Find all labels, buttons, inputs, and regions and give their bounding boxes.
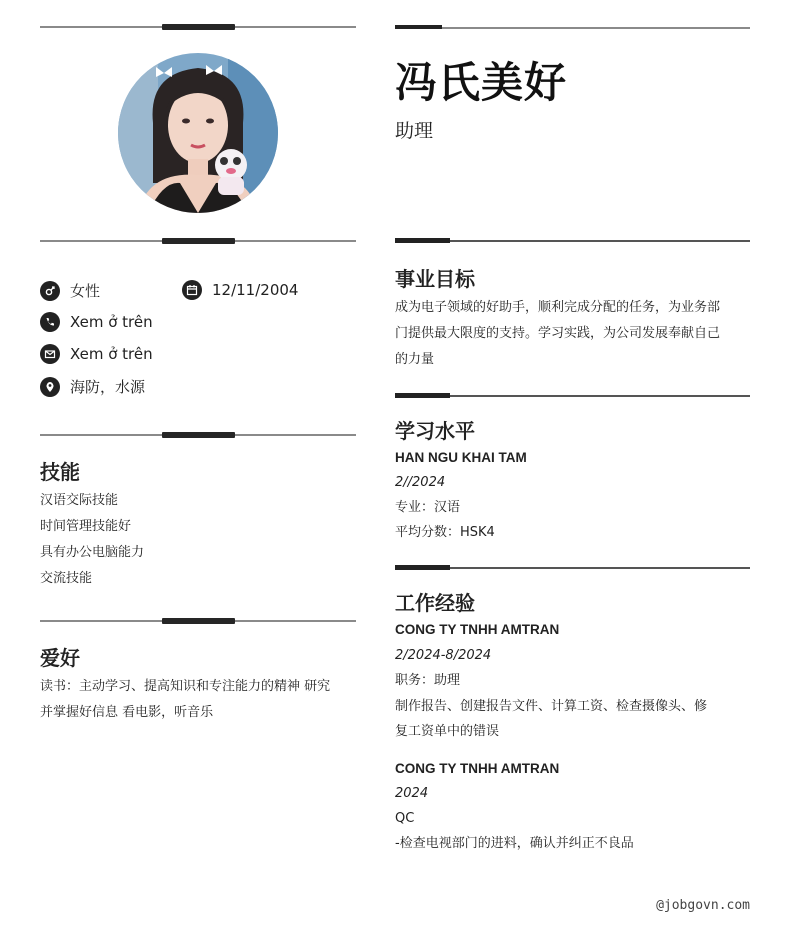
gender-text: 女性 (70, 282, 101, 300)
birthday-text: 12/11/2004 (212, 281, 299, 299)
left-divider-4-accent (162, 618, 235, 624)
job-desc-line: 复工资单中的错误 (395, 724, 500, 739)
skill-item: 交流技能 (40, 571, 93, 586)
experience-divider-accent (395, 565, 450, 570)
objective-line: 成为电子领域的好助手，顺利完成分配的任务，为业务部 (395, 300, 721, 315)
job-period: 2024 (395, 786, 429, 801)
birthday-row (182, 280, 298, 300)
job-desc-line: 制作报告、创建报告文件、计算工资、检查摄像头、修 (395, 698, 708, 714)
objective-text (395, 295, 751, 373)
location-pin-icon (40, 377, 60, 397)
address-text: 海防，水源 (70, 378, 146, 396)
hobbies-text (40, 674, 330, 726)
objective-line: 的力量 (395, 352, 435, 367)
education-details (395, 445, 751, 545)
education-major: 专业：汉语 (395, 500, 461, 515)
address-row (40, 376, 145, 397)
objective-title: 事业目标 (395, 267, 475, 291)
phone-row (40, 312, 153, 332)
skill-item: 时间管理技能好 (40, 519, 132, 534)
top-left-divider-accent (162, 24, 235, 30)
full-name: 冯氏美好 (395, 58, 568, 107)
hobbies-line: 并掌握好信息 看电影，听音乐 (40, 705, 214, 720)
education-period: 2//2024 (395, 475, 446, 490)
calendar-icon (182, 280, 202, 300)
top-right-divider-accent (395, 25, 442, 29)
footer-watermark: @jobgovn.com (656, 898, 750, 913)
skill-item: 具有办公电脑能力 (40, 545, 145, 560)
gender-row (40, 280, 100, 301)
education-divider-accent (395, 393, 450, 398)
experience-title: 工作经验 (395, 591, 475, 615)
top-right-divider (395, 27, 750, 29)
skill-item: 汉语交际技能 (40, 493, 119, 508)
avatar (118, 53, 278, 213)
hobbies-line: 读书：主动学习、提高知识和专注能力的精神 研究 (40, 679, 331, 694)
school-name: HAN NGU KHAI TAM (395, 450, 527, 465)
left-divider-2-accent (162, 238, 235, 244)
job-company: CONG TY TNHH AMTRAN (395, 622, 560, 637)
job-period: 2/2024-8/2024 (395, 647, 492, 663)
education-title: 学习水平 (395, 419, 475, 443)
skills-title: 技能 (40, 460, 80, 484)
mail-icon (40, 344, 60, 364)
job-entry (395, 756, 751, 856)
job-role: 职务：助理 (395, 673, 461, 688)
phone-text: Xem ở trên (70, 313, 153, 331)
job-entry (395, 617, 751, 745)
job-role: QC (395, 811, 415, 826)
hobbies-title: 爱好 (40, 646, 80, 670)
phone-icon (40, 312, 60, 332)
job-desc-line: -检查电视部门的进料，确认并纠正不良品 (395, 836, 634, 851)
objective-line: 门提供最大限度的支持。学习实践，为公司发展奉献自己 (395, 326, 721, 341)
education-gpa: 平均分数：HSK4 (395, 525, 495, 540)
job-company: CONG TY TNHH AMTRAN (395, 761, 560, 776)
objective-divider-accent (395, 238, 450, 243)
email-row (40, 344, 153, 364)
skills-list (40, 488, 144, 592)
email-text: Xem ở trên (70, 345, 153, 363)
gender-icon (40, 281, 60, 301)
left-divider-3-accent (162, 432, 235, 438)
job-position: 助理 (395, 120, 434, 142)
